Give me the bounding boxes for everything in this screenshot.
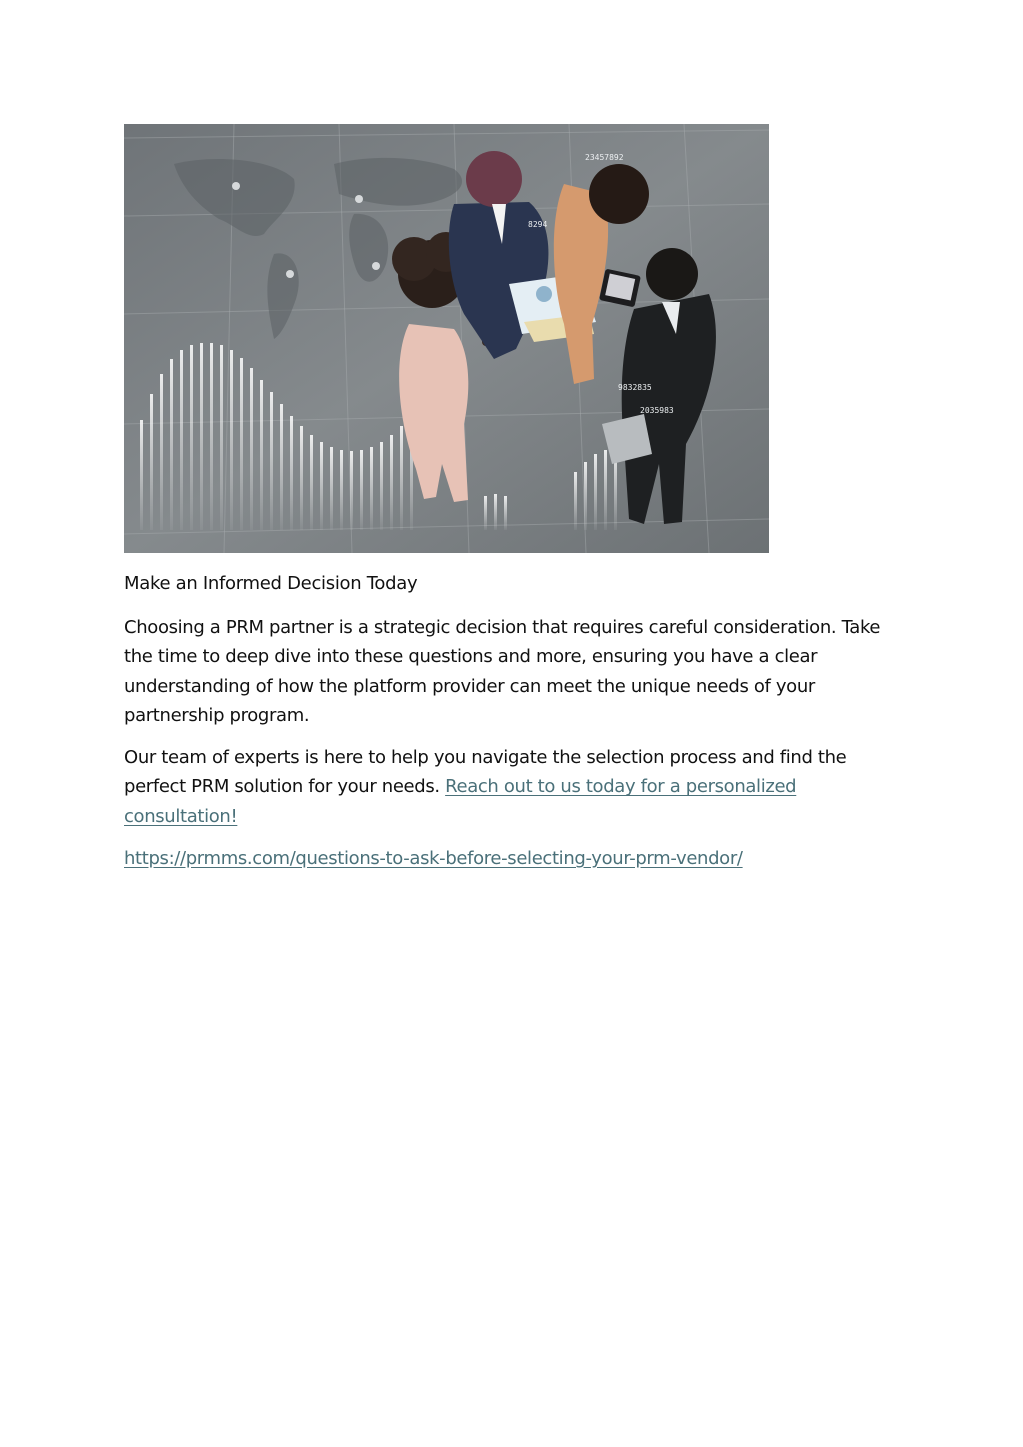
overlay-number-1: 23457892: [585, 153, 624, 162]
overlay-number-3: 2035983: [640, 406, 674, 415]
source-url-link[interactable]: https://prmms.com/questions-to-ask-before-selecting-your-prm-vendor/: [124, 848, 743, 870]
contact-paragraph-text: Our team of experts is here to help you navigate the selection process and find the perfect PRM solution for your needs.: [124, 747, 847, 798]
consultation-link[interactable]: Reach out to us today for a personalized consultation!: [124, 776, 797, 827]
section-heading: Make an Informed Decision Today: [124, 573, 418, 594]
document-body: [124, 124, 899, 873]
intro-paragraph: Choosing a PRM partner is a strategic decision that requires careful consideration. Take the time to deep dive into these questions and more, ensuring you have a clear understanding of how the platform provider can meet the unique needs of your partnership program.: [124, 617, 881, 726]
overlay-number-2: 9832835: [618, 383, 652, 392]
team-meeting-photo: [124, 124, 769, 553]
source-url-line: [124, 844, 899, 873]
overlay-number-4: 8294: [528, 220, 548, 229]
contact-paragraph: [124, 743, 899, 831]
